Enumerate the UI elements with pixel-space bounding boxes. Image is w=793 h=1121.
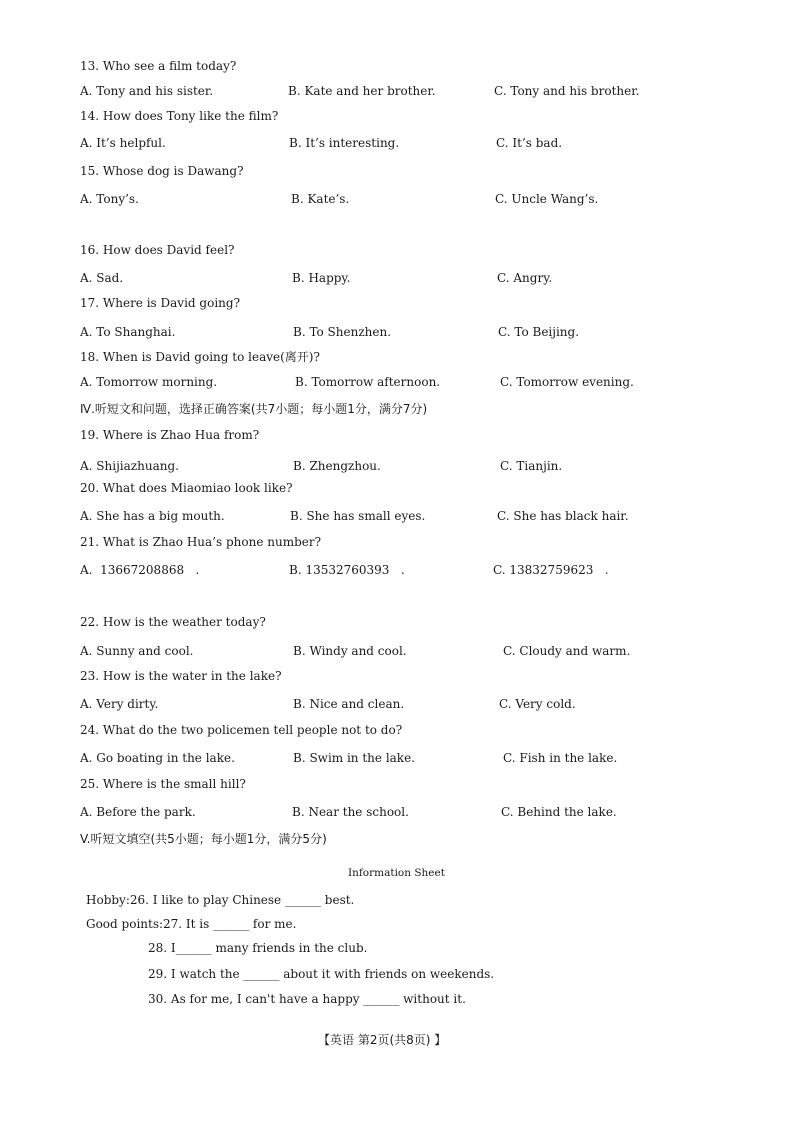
q21-option-c: C. 13832759623 . (493, 563, 609, 577)
q22-option-a: A. Sunny and cool. (80, 644, 194, 658)
q19-option-a: A. Shijiazhuang. (80, 459, 179, 473)
section-5-heading: V.听短文填空(共5小题；每小题1分，满分5分) (80, 832, 327, 846)
q14-option-c: C. It’s bad. (496, 136, 563, 150)
question-20: 20. What does Miaomiao look like? (80, 481, 293, 495)
question-19: 19. Where is Zhao Hua from? (80, 428, 260, 442)
question-24: 24. What do the two policemen tell people not to do? (80, 723, 403, 737)
question-17: 17. Where is David going? (80, 296, 241, 310)
q24-option-c: C. Fish in the lake. (503, 751, 618, 765)
info-sheet-title: Information Sheet (348, 867, 445, 879)
q14-option-a: A. It’s helpful. (80, 136, 166, 150)
q18-option-c: C. Tomorrow evening. (500, 375, 634, 389)
q25-option-a: A. Before the park. (80, 805, 196, 819)
q16-option-c: C. Angry. (497, 271, 553, 285)
q16-option-b: B. Happy. (292, 271, 351, 285)
q21-option-b: B. 13532760393 . (289, 563, 405, 577)
info-line-29: 29. I watch the ______ about it with friends on weekends. (148, 967, 495, 981)
q18-option-a: A. Tomorrow morning. (80, 375, 218, 389)
question-18: 18. When is David going to leave(离开)? (80, 350, 320, 364)
question-14: 14. How does Tony like the film? (80, 109, 279, 123)
question-25: 25. Where is the small hill? (80, 777, 246, 791)
q23-option-b: B. Nice and clean. (293, 697, 405, 711)
q19-option-b: B. Zhengzhou. (293, 459, 381, 473)
q23-option-c: C. Very cold. (499, 697, 576, 711)
q22-option-c: C. Cloudy and warm. (503, 644, 631, 658)
question-13: 13. Who see a film today? (80, 59, 237, 73)
q14-option-b: B. It’s interesting. (289, 136, 400, 150)
question-21: 21. What is Zhao Hua’s phone number? (80, 535, 322, 549)
q13-option-b: B. Kate and her brother. (288, 84, 436, 98)
q21-option-a: A. 13667208868 . (80, 563, 200, 577)
question-16: 16. How does David feel? (80, 243, 235, 257)
q20-option-a: A. She has a big mouth. (80, 509, 225, 523)
q16-option-a: A. Sad. (80, 271, 124, 285)
info-line-28: 28. I______ many friends in the club. (148, 941, 368, 955)
q18-option-b: B. Tomorrow afternoon. (295, 375, 441, 389)
page-footer: 【英语 第2页(共8页) 】 (318, 1033, 447, 1047)
q17-option-b: B. To Shenzhen. (293, 325, 392, 339)
q13-option-c: C. Tony and his brother. (494, 84, 640, 98)
q17-option-a: A. To Shanghai. (80, 325, 176, 339)
q24-option-b: B. Swim in the lake. (293, 751, 415, 765)
question-15: 15. Whose dog is Dawang? (80, 164, 244, 178)
q25-option-b: B. Near the school. (292, 805, 409, 819)
q20-option-b: B. She has small eyes. (290, 509, 426, 523)
q20-option-c: C. She has black hair. (497, 509, 629, 523)
q22-option-b: B. Windy and cool. (293, 644, 407, 658)
q15-option-c: C. Uncle Wang’s. (495, 192, 599, 206)
q15-option-b: B. Kate’s. (291, 192, 350, 206)
question-22: 22. How is the weather today? (80, 615, 266, 629)
question-23: 23. How is the water in the lake? (80, 669, 282, 683)
q25-option-c: C. Behind the lake. (501, 805, 617, 819)
q15-option-a: A. Tony’s. (80, 192, 139, 206)
q19-option-c: C. Tianjin. (500, 459, 563, 473)
section-4-heading: Ⅳ.听短文和问题，选择正确答案(共7小题；每小题1分，满分7分) (80, 402, 428, 416)
q23-option-a: A. Very dirty. (80, 697, 159, 711)
info-line-27: Good points:27. It is ______ for me. (86, 917, 297, 931)
q24-option-a: A. Go boating in the lake. (80, 751, 235, 765)
info-line-30: 30. As for me, I can't have a happy ______ without it. (148, 992, 466, 1006)
info-line-26: Hobby:26. I like to play Chinese ______ best. (86, 893, 355, 907)
q13-option-a: A. Tony and his sister. (80, 84, 214, 98)
q17-option-c: C. To Beijing. (498, 325, 580, 339)
